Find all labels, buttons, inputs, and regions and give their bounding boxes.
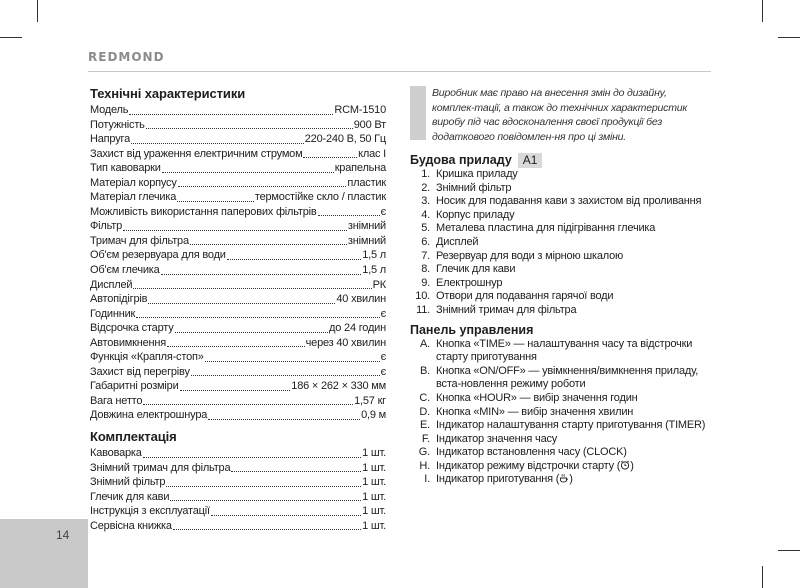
alarm-clock-icon <box>620 460 630 472</box>
list-item <box>410 460 710 474</box>
spec-row <box>90 103 386 118</box>
crop-mark <box>762 566 763 588</box>
spec-value: є <box>380 205 386 218</box>
spec-row <box>90 336 386 351</box>
list-item-number: 4. <box>421 208 430 221</box>
list-item <box>410 446 710 460</box>
dot-leader <box>143 457 361 458</box>
list-item-number: 10. <box>415 290 430 303</box>
crop-mark <box>762 0 763 22</box>
list-item-text <box>436 446 710 460</box>
dot-leader <box>180 390 291 391</box>
list-item-text <box>436 365 710 392</box>
spec-label: Глечик для кави <box>90 490 170 503</box>
list-item <box>410 433 710 447</box>
spec-value: 186 × 262 × 330 мм <box>291 380 386 393</box>
dot-leader <box>143 404 353 405</box>
spec-label: Годинник <box>90 307 136 320</box>
list-item-text <box>436 338 710 365</box>
list-item-label: Кнопка «HOUR» — вибір значення годин <box>436 391 638 404</box>
spec-value: знімний <box>347 220 386 233</box>
list-item-label: Індикатор режиму відстрочки старту ( <box>436 459 621 472</box>
list-item-number: D. <box>419 405 430 418</box>
spec-label: Об'єм резервуара для води <box>90 249 226 262</box>
list-item-number: 8. <box>421 263 430 276</box>
spec-row <box>90 161 386 176</box>
spec-value: RCM-1510 <box>334 104 386 116</box>
list-item-text <box>436 419 710 433</box>
spec-row <box>90 504 386 519</box>
list-item-label: Кришка приладу <box>436 168 518 180</box>
device-title: Будова приладу <box>410 153 512 167</box>
dot-leader <box>205 361 380 362</box>
spec-row <box>90 219 386 234</box>
list-item-number: G. <box>418 446 430 459</box>
spec-row <box>90 321 386 336</box>
spec-row <box>90 147 386 162</box>
dot-leader <box>136 317 379 318</box>
figure-badge: A1 <box>518 153 543 168</box>
spec-label: Тримач для фільтра <box>90 234 189 247</box>
spec-row <box>90 176 386 191</box>
dot-leader <box>170 500 361 501</box>
spec-row <box>90 248 386 263</box>
list-item-text <box>436 182 710 196</box>
spec-value: термостійке скло / пластик <box>254 191 386 204</box>
spec-row <box>90 278 386 293</box>
dot-leader <box>175 332 329 333</box>
spec-value: 1,57 кг <box>354 394 386 407</box>
list-item-label: Корпус приладу <box>436 208 515 221</box>
spec-value: 900 Вт <box>353 118 386 131</box>
list-item <box>410 304 710 318</box>
spec-value: є <box>380 307 386 320</box>
spec-row <box>90 118 386 133</box>
list-item-text <box>436 460 710 474</box>
spec-row <box>90 394 386 409</box>
left-column <box>90 86 386 533</box>
list-item-number: 5. <box>421 222 430 235</box>
spec-row <box>90 408 386 423</box>
dot-leader <box>211 515 361 516</box>
spec-row <box>90 205 386 220</box>
crop-mark <box>37 0 38 22</box>
list-item <box>410 168 710 182</box>
spec-value: є <box>380 351 386 364</box>
spec-label: Сервісна книжка <box>90 519 172 532</box>
spec-row <box>90 379 386 394</box>
spec-label: Захист від перегріву <box>90 365 190 378</box>
specs-list <box>90 103 386 423</box>
spec-label: Знімний фільтр <box>90 476 166 489</box>
list-item-number: E. <box>420 419 430 432</box>
list-item <box>410 236 710 250</box>
spec-value: 1 шт. <box>362 505 386 518</box>
list-item-text <box>436 236 710 250</box>
list-item-label: Отвори для подавання гарячої води <box>436 290 614 303</box>
spec-value: знімний <box>347 234 386 247</box>
page-number: 14 <box>56 528 70 542</box>
spec-label: Автовимкнення <box>90 336 167 349</box>
list-item <box>410 290 710 304</box>
list-item-label: Резервуар для води з мірною шкалою <box>436 249 624 262</box>
dot-leader <box>129 114 333 115</box>
dot-leader <box>123 230 347 231</box>
spec-row <box>90 263 386 278</box>
kit-title: Комплектація <box>90 429 177 445</box>
spec-label: Габаритні розміри <box>90 380 179 393</box>
spec-row <box>90 475 386 490</box>
list-item-label: Знімний тримач для фільтра <box>436 303 577 316</box>
spec-row <box>90 350 386 365</box>
device-parts-list <box>410 168 710 318</box>
spec-value: 1,5 л <box>362 264 386 277</box>
spec-label: Потужність <box>90 118 145 131</box>
crop-mark <box>778 37 800 38</box>
crop-mark <box>0 37 22 38</box>
spec-label: Вага нетто <box>90 394 143 407</box>
spec-value: пластик <box>347 176 386 189</box>
list-item <box>410 406 710 420</box>
right-column <box>410 86 710 487</box>
spec-row <box>90 490 386 505</box>
spec-label: Дисплей <box>90 278 133 291</box>
spec-label: Напруга <box>90 133 131 146</box>
dot-leader <box>161 274 362 275</box>
dot-leader <box>318 215 380 216</box>
spec-label: Захист від ураження електричним струмом <box>90 147 303 160</box>
list-item-number: 3. <box>421 195 430 208</box>
list-item-number: 9. <box>421 276 430 289</box>
list-item-label: Кнопка «MIN» — вибір значення хвилин <box>436 405 634 418</box>
coffee-cup-icon <box>559 473 569 485</box>
list-item-text <box>436 263 710 277</box>
dot-leader <box>177 201 254 202</box>
spec-row <box>90 132 386 147</box>
list-item-number: B. <box>420 364 430 377</box>
spec-row <box>90 519 386 534</box>
list-item-label: Дисплей <box>436 235 479 248</box>
spec-label: Матеріал глечика <box>90 191 177 204</box>
list-item-label: Індикатор встановлення часу (CLOCK) <box>436 446 627 459</box>
spec-value: до 24 годин <box>329 322 386 335</box>
dot-leader <box>208 419 360 420</box>
brand-logo: REDMOND <box>88 50 165 64</box>
list-item <box>410 277 710 291</box>
control-panel-list <box>410 338 710 488</box>
dot-leader <box>167 346 305 347</box>
spec-label: Об'єм глечика <box>90 264 160 277</box>
list-item-label: Електрошнур <box>436 276 503 289</box>
list-item-text <box>436 195 710 209</box>
page-number-box <box>0 519 88 588</box>
spec-row <box>90 461 386 476</box>
list-item-label: Кнопка «ON/OFF» — увімкнення/вимкнення приладу, вста-новлення режиму роботи <box>436 364 699 391</box>
list-item <box>410 222 710 236</box>
list-item-text <box>436 473 710 487</box>
list-item-label: Носик для подавання кави з захистом від проливання <box>436 195 702 208</box>
list-item-tail: ) <box>569 473 573 486</box>
spec-label: Знімний тримач для фільтра <box>90 461 231 474</box>
list-item-number: H. <box>419 459 430 472</box>
spec-value: 1 шт. <box>362 461 386 474</box>
spec-label: Модель <box>90 104 129 116</box>
spec-value: 220-240 В, 50 Гц <box>304 133 386 146</box>
list-item-text <box>436 433 710 447</box>
spec-value: 40 хвилин <box>336 293 386 306</box>
spec-value: 0,9 м <box>361 409 386 422</box>
list-item-text <box>436 290 710 304</box>
list-item <box>410 419 710 433</box>
list-item-text <box>436 222 710 236</box>
dot-leader <box>162 172 334 173</box>
spec-label: Тип кавоварки <box>90 162 161 175</box>
list-item-label: Індикатор значення часу <box>436 432 558 445</box>
dot-leader <box>227 259 361 260</box>
list-item-number: 11. <box>416 303 430 316</box>
list-item-label: Кнопка «TIME» — налаштування часу та відстрочки старту приготування <box>436 337 693 364</box>
list-item <box>410 263 710 277</box>
list-item-text <box>436 168 710 182</box>
spec-value: клас I <box>358 147 386 160</box>
spec-value: є <box>380 365 386 378</box>
spec-value: РК <box>372 278 386 291</box>
spec-label: Можливість використання паперових фільтрів <box>90 205 317 218</box>
list-item-number: I. <box>424 473 430 486</box>
list-item-number: 1. <box>421 168 430 180</box>
spec-label: Фільтр <box>90 220 123 233</box>
list-item <box>410 473 710 487</box>
list-item-text <box>436 406 710 420</box>
dot-leader <box>131 143 304 144</box>
specs-title: Технічні характеристики <box>90 86 246 101</box>
list-item-number: F. <box>421 432 430 445</box>
dot-leader <box>191 375 380 376</box>
spec-label: Відсрочка старту <box>90 322 174 335</box>
device-section-title <box>410 152 710 168</box>
header-rule <box>88 71 711 72</box>
dot-leader <box>166 486 361 487</box>
list-item-label: Знімний фільтр <box>436 181 512 194</box>
dot-leader <box>231 471 361 472</box>
list-item <box>410 209 710 223</box>
panel-title: Панель управления <box>410 322 534 337</box>
list-item <box>410 365 710 392</box>
spec-label: Інструкція з експлуатації <box>90 505 210 518</box>
list-item <box>410 392 710 406</box>
list-item-number: 6. <box>421 235 430 248</box>
spec-label: Функція «Крапля-стоп» <box>90 351 204 364</box>
list-item-text <box>436 250 710 264</box>
list-item-tail: ) <box>630 459 634 472</box>
dot-leader <box>148 303 335 304</box>
list-item-label: Глечик для кави <box>436 263 516 276</box>
manufacturer-note: Виробник має право на внесення змін до дизайну, комплек-тації, а також до технічних характеристик виробу під час вдосконалення своєї продукції без додаткового повідомлен-ня про ці зміни. <box>432 87 688 143</box>
list-item-text <box>436 392 710 406</box>
spec-value: 1 шт. <box>362 476 386 489</box>
dot-leader <box>190 244 347 245</box>
list-item <box>410 182 710 196</box>
spec-row <box>90 190 386 205</box>
spec-row <box>90 292 386 307</box>
list-item <box>410 338 710 365</box>
spec-label: Довжина електрошнура <box>90 409 208 422</box>
list-item-text <box>436 209 710 223</box>
spec-value: крапельна <box>334 162 386 175</box>
dot-leader <box>178 186 347 187</box>
spec-label: Кавоварка <box>90 447 142 460</box>
list-item-label: Металева пластина для підігрівання глечика <box>436 222 656 235</box>
crop-mark <box>778 550 800 551</box>
list-item <box>410 195 710 209</box>
dot-leader <box>133 288 371 289</box>
list-item-number: A. <box>420 337 430 350</box>
spec-value: 1 шт. <box>362 519 386 532</box>
spec-row <box>90 307 386 322</box>
list-item-text <box>436 277 710 291</box>
spec-row <box>90 365 386 380</box>
spec-label: Автопідігрів <box>90 293 148 306</box>
list-item-label: Індикатор налаштування старту приготування (TIMER) <box>436 419 706 432</box>
dot-leader <box>303 157 357 158</box>
spec-value: 1,5 л <box>362 249 386 262</box>
spec-value: через 40 хвилин <box>305 336 386 349</box>
list-item-number: C. <box>419 391 430 404</box>
list-item-number: 2. <box>421 181 430 194</box>
note-marker <box>410 86 426 140</box>
list-item <box>410 250 710 264</box>
spec-row <box>90 446 386 461</box>
spec-row <box>90 234 386 249</box>
spec-value: 1 шт. <box>362 447 386 460</box>
list-item-number: 7. <box>421 249 430 262</box>
spec-label: Матеріал корпусу <box>90 176 177 189</box>
dot-leader <box>146 128 353 129</box>
list-item-label: Індикатор приготування ( <box>436 473 560 486</box>
dot-leader <box>173 529 361 530</box>
kit-list <box>90 446 386 533</box>
list-item-text <box>436 304 710 318</box>
spec-value: 1 шт. <box>362 490 386 503</box>
